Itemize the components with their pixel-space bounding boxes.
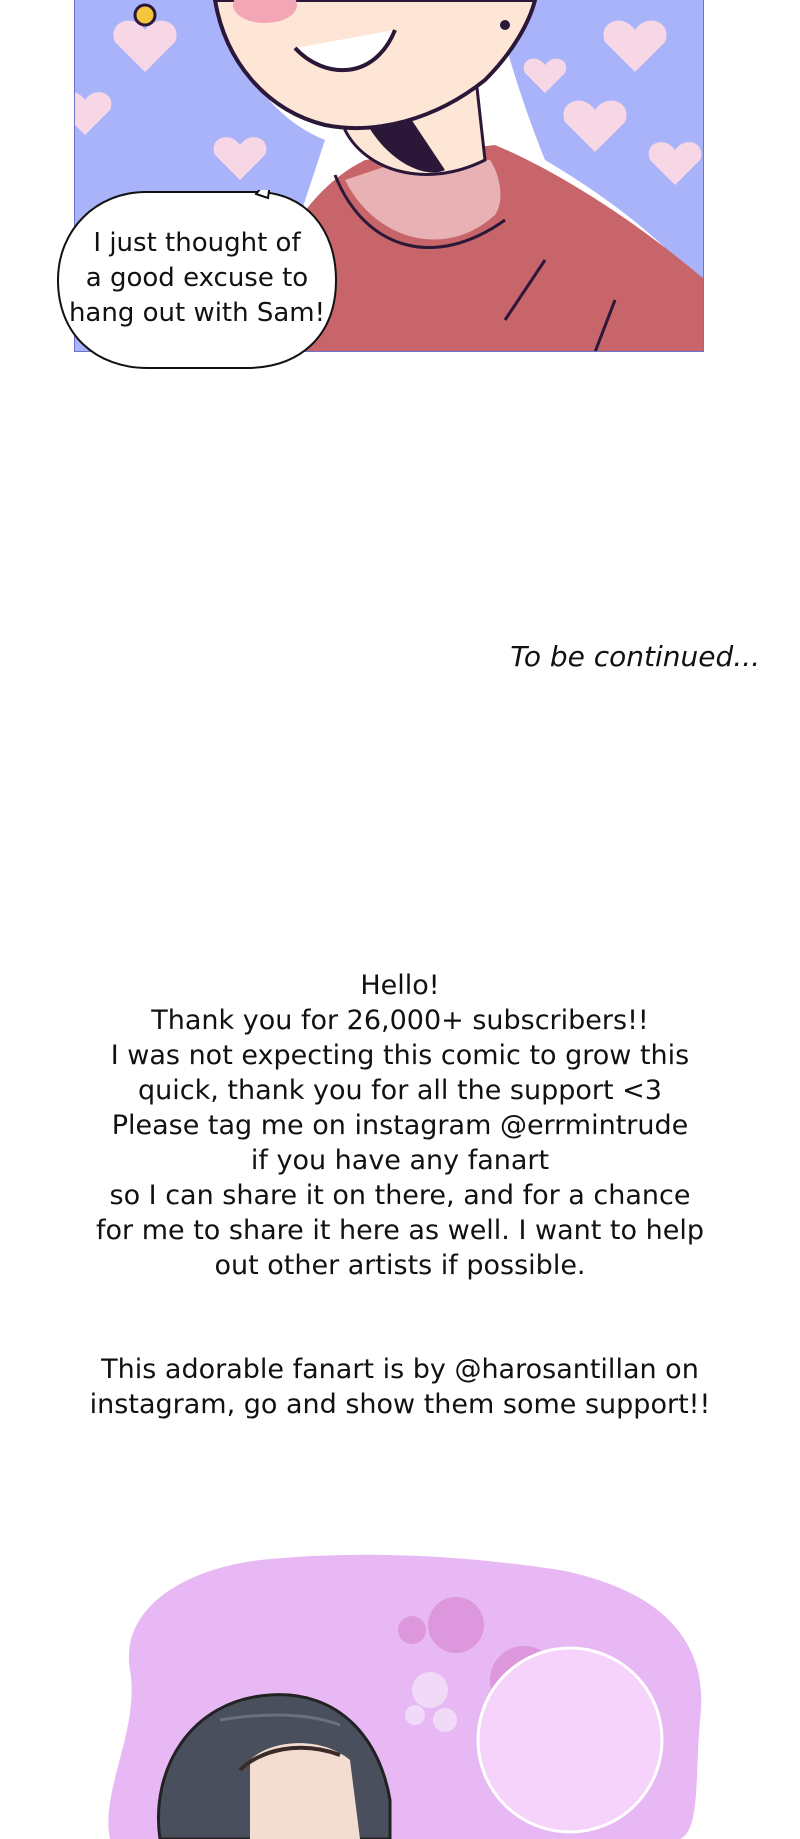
speech-bubble [56, 190, 338, 370]
fanart-artwork [100, 1550, 720, 1839]
speech-bubble-text: I just thought of a good excuse to hang out with Sam! [68, 228, 326, 328]
author-note: Hello! Thank you for 26,000+ subscribers!! I was not expecting this comic to grow this quick, thank you for all the support <3 Please tag me on instagram @errmintrude if you have any fanart so I can share it on there, and for a chance for me to share it here as well. I want to help out other artists if possible. [96, 970, 704, 1281]
fanart-illustration [100, 1550, 720, 1839]
fanart-credit: This adorable fanart is by @harosantillan on instagram, go and show them some support!! [89, 1354, 711, 1420]
to-be-continued-text: To be continued... [510, 640, 760, 673]
